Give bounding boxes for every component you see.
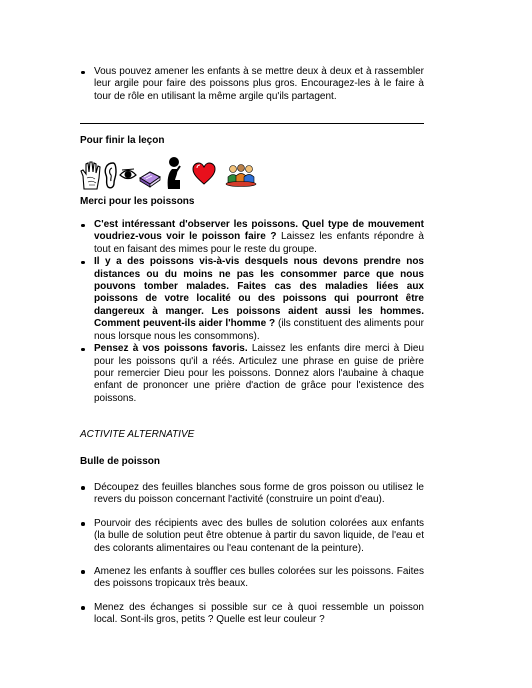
children-group-icon (225, 163, 257, 187)
alternative-subtitle: Bulle de poisson (80, 455, 161, 467)
list-item: Découpez des feuilles blanches sous forme de gros poisson ou utilisez le revers du poisson concernant l'activité (construire un point d'eau). (80, 482, 424, 507)
list-item: Pourvoir des récipients avec des bulles de solution colorées aux enfants (la bulle de solution peut être obtenue à partir du savon liquide, de l'eau et des colorants alimentaires ou l'eau contenant de la peinture). (80, 518, 424, 555)
activity-icons (80, 154, 424, 190)
book-icon (138, 160, 162, 190)
closing-list (80, 219, 424, 405)
praying-person-icon (164, 156, 182, 190)
intro-list (80, 66, 424, 103)
eye-icon (119, 160, 137, 190)
list-item-bold: Pensez à vos poissons favoris. (94, 343, 248, 355)
list-item (80, 256, 424, 343)
list-item: Amenez les enfants à souffler ces bulles colorées sur les poissons. Faites des poissons tropicaux très beaux. (80, 566, 424, 591)
list-item-text: Laissez les enfants dire merci à Dieu pour les poissons qu'il a réés. Articulez une phrase en guise de prière pour remercier Dieu pour les poissons. Donnez alors l'aubaine à chaque enfant de prononcer une prière d'action de grâce pour l'existence des poissons. (94, 343, 425, 404)
list-item-text: (ils constituent des aliments pour nous lorsque nous les consommons). (94, 318, 424, 342)
list-item-bold: C'est intéressant d'observer les poissons. Quel type de mouvement voudriez-vous voir le poisson faire ? (94, 219, 424, 243)
alternative-title: ACTIVITE ALTERNATIVE (80, 429, 195, 441)
ear-icon (103, 160, 117, 190)
list-item: Menez des échanges si possible sur ce à quoi ressemble un poisson local. Sont-ils gros, petits ? Quelle est leur couleur ? (80, 602, 424, 627)
hand-icon (80, 160, 102, 190)
list-item-bold: Il y a des poissons vis-à-vis desquels nous devons prendre nos distances ou du moins ne pas les consommer parce que nous pouvons tomber malades. Faites cas des maladies liées aux poissons de votre localité ou des poissons qui pourront être dangereux à manger. Les poissons aident aussi les hommes. Comment peuvent-ils aider l'homme ? (94, 256, 424, 330)
page-content (80, 66, 424, 627)
alternative-list (80, 482, 424, 627)
heart-icon (192, 162, 216, 186)
list-item (80, 219, 424, 256)
list-item (80, 343, 424, 405)
closing-title: Pour finir la leçon (80, 135, 165, 147)
intro-item: Vous pouvez amener les enfants à se mettre deux à deux et à rassembler leur argile pour faire des poissons plus gros. Encouragez-les à le faire à tour de rôle en utilisant la même argile qu'ils partagent. (80, 66, 424, 103)
list-item-text: Laissez les enfants répondre à tout en faisant des mimes pour le reste du groupe. (94, 231, 424, 255)
closing-subtitle: Merci pour les poissons (80, 195, 195, 207)
section-divider (80, 123, 424, 124)
